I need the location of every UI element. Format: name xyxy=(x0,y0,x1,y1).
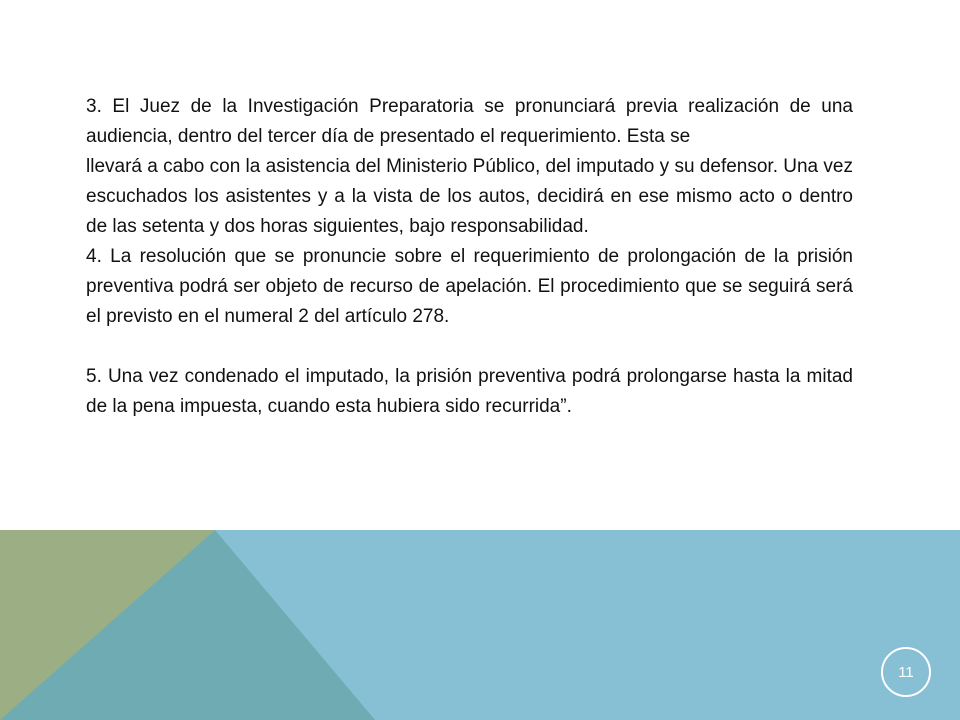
page-number: 11 xyxy=(898,663,914,681)
paragraph-3-start: 3. El Juez de la Investigación Preparatoria se pronunciará previa realización de una audiencia, dentro del tercer día de presentado el requerimiento. Esta se xyxy=(86,96,853,147)
page-number-badge xyxy=(881,647,931,697)
slide-text-body xyxy=(86,92,853,422)
decorative-footer-band xyxy=(0,530,960,720)
paragraph-5: 5. Una vez condenado el imputado, la prisión preventiva podrá prolongarse hasta la mitad de la pena impuesta, cuando esta hubiera sido recurrida”. xyxy=(86,366,853,417)
paragraph-3-continuation: llevará a cabo con la asistencia del Ministerio Público, del imputado y su defensor. Una vez escuchados los asistentes y a la vista de los autos, decidirá en ese mismo acto o dentro de las setenta y dos horas siguientes, bajo responsabilidad. xyxy=(86,156,853,237)
paragraph-4: 4. La resolución que se pronuncie sobre el requerimiento de prolongación de la prisión preventiva podrá ser objeto de recurso de apelación. El procedimiento que se seguirá será el previsto en el numeral 2 del artículo 278. xyxy=(86,246,853,327)
